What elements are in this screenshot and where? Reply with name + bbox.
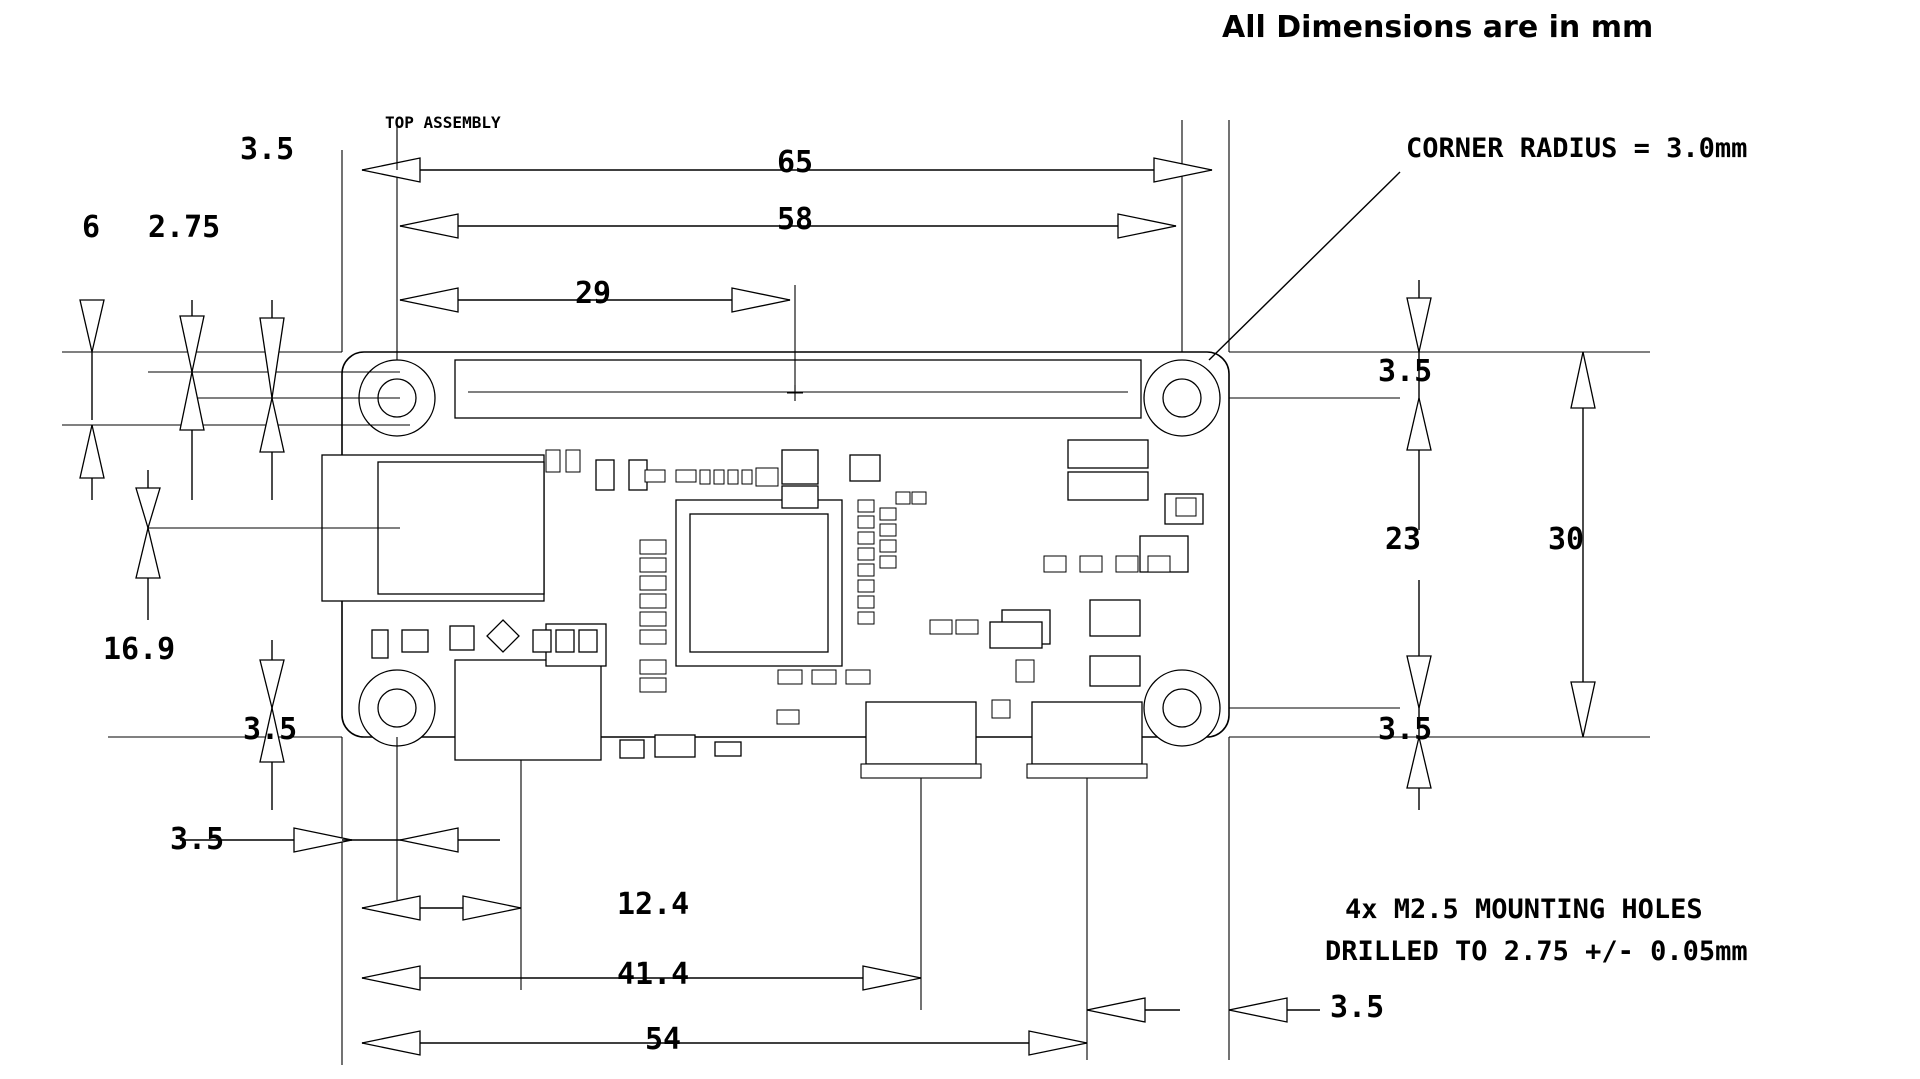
arrow-29-left	[400, 288, 458, 312]
dim-35-top-left: 3.5	[240, 132, 295, 167]
bottom-connector-1-foot	[861, 764, 981, 778]
component-c13	[579, 630, 597, 652]
mounting-note-line-2: DRILLED TO 2.75 +/- 0.05mm	[1325, 936, 1748, 967]
component-r4	[1090, 600, 1140, 636]
arrow-124-right	[463, 896, 521, 920]
arrow-6-up	[80, 300, 104, 352]
component-c3	[782, 486, 818, 508]
arrow-23-up	[1407, 398, 1431, 450]
arrow-58-right	[1118, 214, 1176, 238]
component-c11	[533, 630, 551, 652]
dim-65: 65	[777, 145, 814, 180]
arrow-35-br-h-left	[1087, 998, 1145, 1022]
arrow-29-right	[732, 288, 790, 312]
soc-chip-die	[690, 514, 828, 652]
gpio-header	[455, 360, 1141, 418]
component-c12	[556, 630, 574, 652]
component-r5	[1090, 656, 1140, 686]
component-c5	[629, 460, 647, 490]
dim-23: 23	[1385, 522, 1422, 557]
component-c6	[990, 622, 1042, 648]
component-c9	[402, 630, 428, 652]
dim-16-9: 16.9	[103, 632, 176, 667]
component-c1	[850, 455, 880, 481]
arrow-35-left-up	[260, 318, 284, 398]
component-c14	[655, 735, 695, 757]
arrow-169-up	[136, 488, 160, 528]
dim-6: 6	[82, 210, 101, 245]
dim-35-bottom-right-h: 3.5	[1330, 990, 1385, 1025]
arrow-30-top	[1571, 352, 1595, 408]
arrow-275-down	[180, 372, 204, 430]
component-r1	[1068, 440, 1148, 468]
top-assembly-label: TOP ASSEMBLY	[385, 113, 501, 132]
dim-2-75: 2.75	[148, 210, 221, 245]
arrow-65-right	[1154, 158, 1212, 182]
arrow-275-up	[180, 316, 204, 372]
bottom-connector-2	[1032, 702, 1142, 764]
dim-58: 58	[777, 202, 814, 237]
usb-connector-inner	[378, 462, 544, 594]
component-c15	[620, 740, 644, 758]
arrow-54-right	[1029, 1031, 1087, 1055]
mounting-note-line-1: 4x M2.5 MOUNTING HOLES	[1345, 894, 1703, 925]
mounting-hole-bl-inner	[378, 689, 416, 727]
arrow-6-down	[80, 425, 104, 478]
bottom-connector-2-foot	[1027, 764, 1147, 778]
dim-35-bottom-right: 3.5	[1378, 712, 1433, 747]
arrow-23-down	[1407, 656, 1431, 708]
page-title: All Dimensions are in mm	[1222, 10, 1654, 45]
mounting-hole-tr-inner	[1163, 379, 1201, 417]
component-c16	[715, 742, 741, 756]
arrow-414-left	[362, 966, 420, 990]
dim-35-bottom-left: 3.5	[170, 822, 225, 857]
dim-35-top-right: 3.5	[1378, 354, 1433, 389]
arrow-169-down	[136, 528, 160, 578]
dim-54: 54	[645, 1022, 682, 1057]
arrow-35-bl-up	[260, 660, 284, 708]
dim-35-mid-left: 3.5	[243, 712, 298, 747]
arrow-54-left	[362, 1031, 420, 1055]
dim-12-4: 12.4	[617, 887, 690, 922]
arrow-58-left	[400, 214, 458, 238]
ethernet-connector	[455, 660, 601, 760]
corner-radius-note: CORNER RADIUS = 3.0mm	[1406, 133, 1748, 164]
arrow-124-left	[362, 896, 420, 920]
arrow-30-bottom	[1571, 682, 1595, 737]
component-r2	[1068, 472, 1148, 500]
arrow-35-bottom-left2	[400, 828, 458, 852]
component-c10	[450, 626, 474, 650]
mounting-hole-br-inner	[1163, 689, 1201, 727]
arrow-65-left	[362, 158, 420, 182]
corner-radius-leader	[1209, 172, 1400, 360]
component-c8	[372, 630, 388, 658]
dim-29: 29	[575, 276, 612, 311]
arrow-35-tr-up	[1407, 298, 1431, 352]
component-c4	[596, 460, 614, 490]
arrow-35-br-h-right	[1229, 998, 1287, 1022]
dim-30: 30	[1548, 522, 1585, 557]
bottom-connector-1	[866, 702, 976, 764]
arrow-414-right	[863, 966, 921, 990]
component-c2	[782, 450, 818, 484]
dim-41-4: 41.4	[617, 957, 690, 992]
